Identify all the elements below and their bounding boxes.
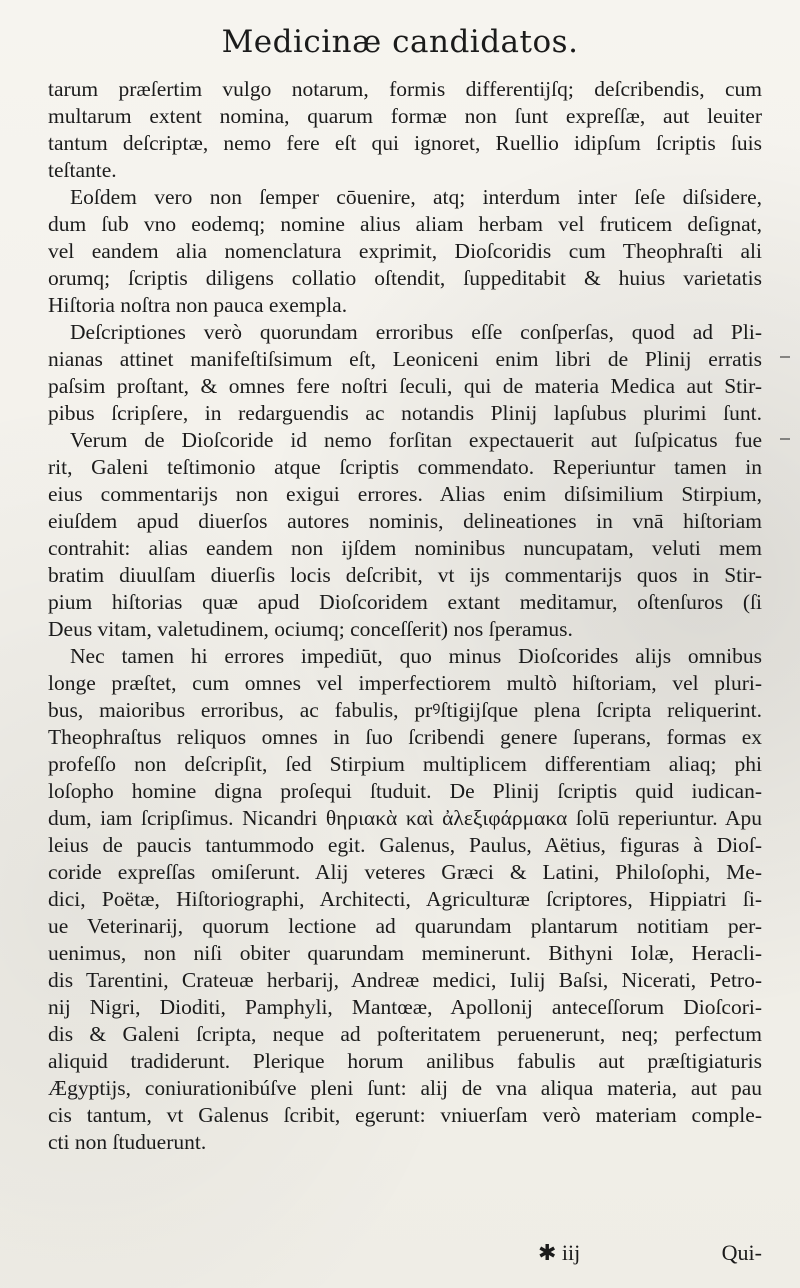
text-line: Nec tamen hi errores impediūt, quo minus Dioſcorides alijs omnibus [70, 644, 762, 668]
text-line: dum ſub vno eodemq; nomine alius aliam herbam vel fruticem deſignat, [48, 212, 762, 236]
text-line: eiuſdem apud diuerſos autores nominis, delineationes in vnā hiſtoriam [48, 509, 762, 533]
text-line: orumq; ſcriptis diligens collatio oſtendit, ſuppeditabit & huius varietatis [48, 266, 762, 290]
page-footer [48, 1240, 762, 1270]
signature-mark: ✱ iij [538, 1240, 581, 1265]
text-line: cti non ſtuduerunt. [48, 1130, 207, 1154]
running-header: Medicinæ candidatos. [221, 24, 579, 60]
text-line: nij Nigri, Dioditi, Pamphyli, Mantœæ, Apollonij anteceſſorum Dioſcori- [48, 995, 762, 1019]
text-line: eius commentarijs non exigui errores. Alias enim diſsimilium Stirpium, [48, 482, 762, 506]
text-line: longe præſtet, cum omnes vel imperfectiorem multò hiſtoriam, vel pluri- [48, 671, 762, 695]
text-line: profeſſo non deſcripſit, ſed Stirpium multiplicem differentiam aliaq; phi [48, 752, 762, 776]
text-line: dici, Poëtæ, Hiſtoriographi, Architecti, Agriculturæ ſcriptores, Hippiatri ſi- [48, 887, 762, 911]
text-line: aliquid tradiderunt. Plerique horum anilibus fabulis aut præſtigiaturis [48, 1049, 762, 1073]
text-line: Theophraſtus reliquos omnes in ſuo ſcribendi genere ſuperans, formas ex [48, 725, 762, 749]
text-line: Deus vitam, valetudinem, ociumq; conceſſerit) nos ſperamus. [48, 617, 573, 641]
margin-mark [780, 356, 790, 358]
text-line: bratim diuulſam diuerſis locis deſcribit, vt ijs commentarijs quos in Stir- [48, 563, 762, 587]
text-line: rit, Galeni teſtimonio atque ſcriptis commendato. Reperiuntur tamen in [48, 455, 762, 479]
text-line: ue Veterinarij, quorum lectione ad quarundam plantarum notitiam per- [48, 914, 762, 938]
text-line: Deſcriptiones verò quorundam erroribus eſſe conſperſas, quod ad Pli- [70, 320, 762, 344]
text-line: pibus ſcripſere, in redarguendis ac notandis Plinij lapſubus plurimi ſunt. [48, 401, 762, 425]
text-line: Hiſtoria noſtra non pauca exempla. [48, 293, 348, 317]
text-line: uenimus, non niſi obiter quarundam meminerunt. Bithyni Iolæ, Heracli- [48, 941, 762, 965]
page-body [48, 76, 762, 1156]
text-line: dum, iam ſcripſimus. Nicandri θηριακὰ καὶ ἀλεξιφάρμακα ſolū reperiuntur. Apu [48, 806, 762, 830]
text-line: Ægyptijs, coniurationibúſve pleni ſunt: alij de vna aliqua materia, aut pau [48, 1076, 762, 1100]
text-line: dis Tarentini, Crateuæ herbarij, Andreæ medici, Iulij Baſsi, Nicerati, Petro- [48, 968, 762, 992]
text-line: leius de paucis tantummodo egit. Galenus, Paulus, Aëtius, figuras à Dioſ- [48, 833, 762, 857]
text-line: loſopho homine digna proſequi ſtuduit. De Plinij ſcriptis quid iudican- [48, 779, 762, 803]
text-line: teſtante. [48, 158, 117, 182]
margin-mark [780, 438, 790, 440]
text-line: vel eandem alia nomenclatura exprimit, Dioſcoridis cum Theophraſti ali [48, 239, 762, 263]
text-line: cis tantum, vt Galenus ſcribit, egerunt: vniuerſam verò materiam comple- [48, 1103, 762, 1127]
text-line: bus, maioribus erroribus, ac fabulis, prꝰſtigijſque plena ſcripta reliquerint. [48, 698, 762, 722]
text-line: pium hiſtorias quæ apud Dioſcoridem extant meditamur, oſtenſuros (ſi [48, 590, 762, 614]
text-line: multarum extent nomina, quarum formæ non ſunt expreſſæ, aut leuiter [48, 104, 762, 128]
text-line: coride expreſſas omiſerunt. Alij veteres Græci & Latini, Philoſophi, Me- [48, 860, 762, 884]
text-line: tantum deſcriptæ, nemo fere eſt qui ignoret, Ruellio idipſum ſcriptis ſuis [48, 131, 762, 155]
catchword: Qui- [721, 1240, 762, 1265]
text-line: Eoſdem vero non ſemper cōuenire, atq; interdum inter ſeſe diſsidere, [70, 185, 762, 209]
text-line: dis & Galeni ſcripta, neque ad poſteritatem peruenerunt, neq; perfectum [48, 1022, 762, 1046]
text-line: tarum præſertim vulgo notarum, formis differentijſq; deſcribendis, cum [48, 77, 762, 101]
text-line: contrahit: alias eandem non ijſdem nominibus nuncupatam, veluti mem [48, 536, 762, 560]
text-line: Verum de Dioſcoride id nemo forſitan expectauerit aut ſuſpicatus fue [70, 428, 762, 452]
text-line: paſsim proſtant, & omnes fere noſtri ſeculi, qui de materia Medica aut Stir- [48, 374, 762, 398]
text-line: nianas attinet manifeſtiſsimum eſt, Leoniceni enim libri de Plinij erratis [48, 347, 762, 371]
